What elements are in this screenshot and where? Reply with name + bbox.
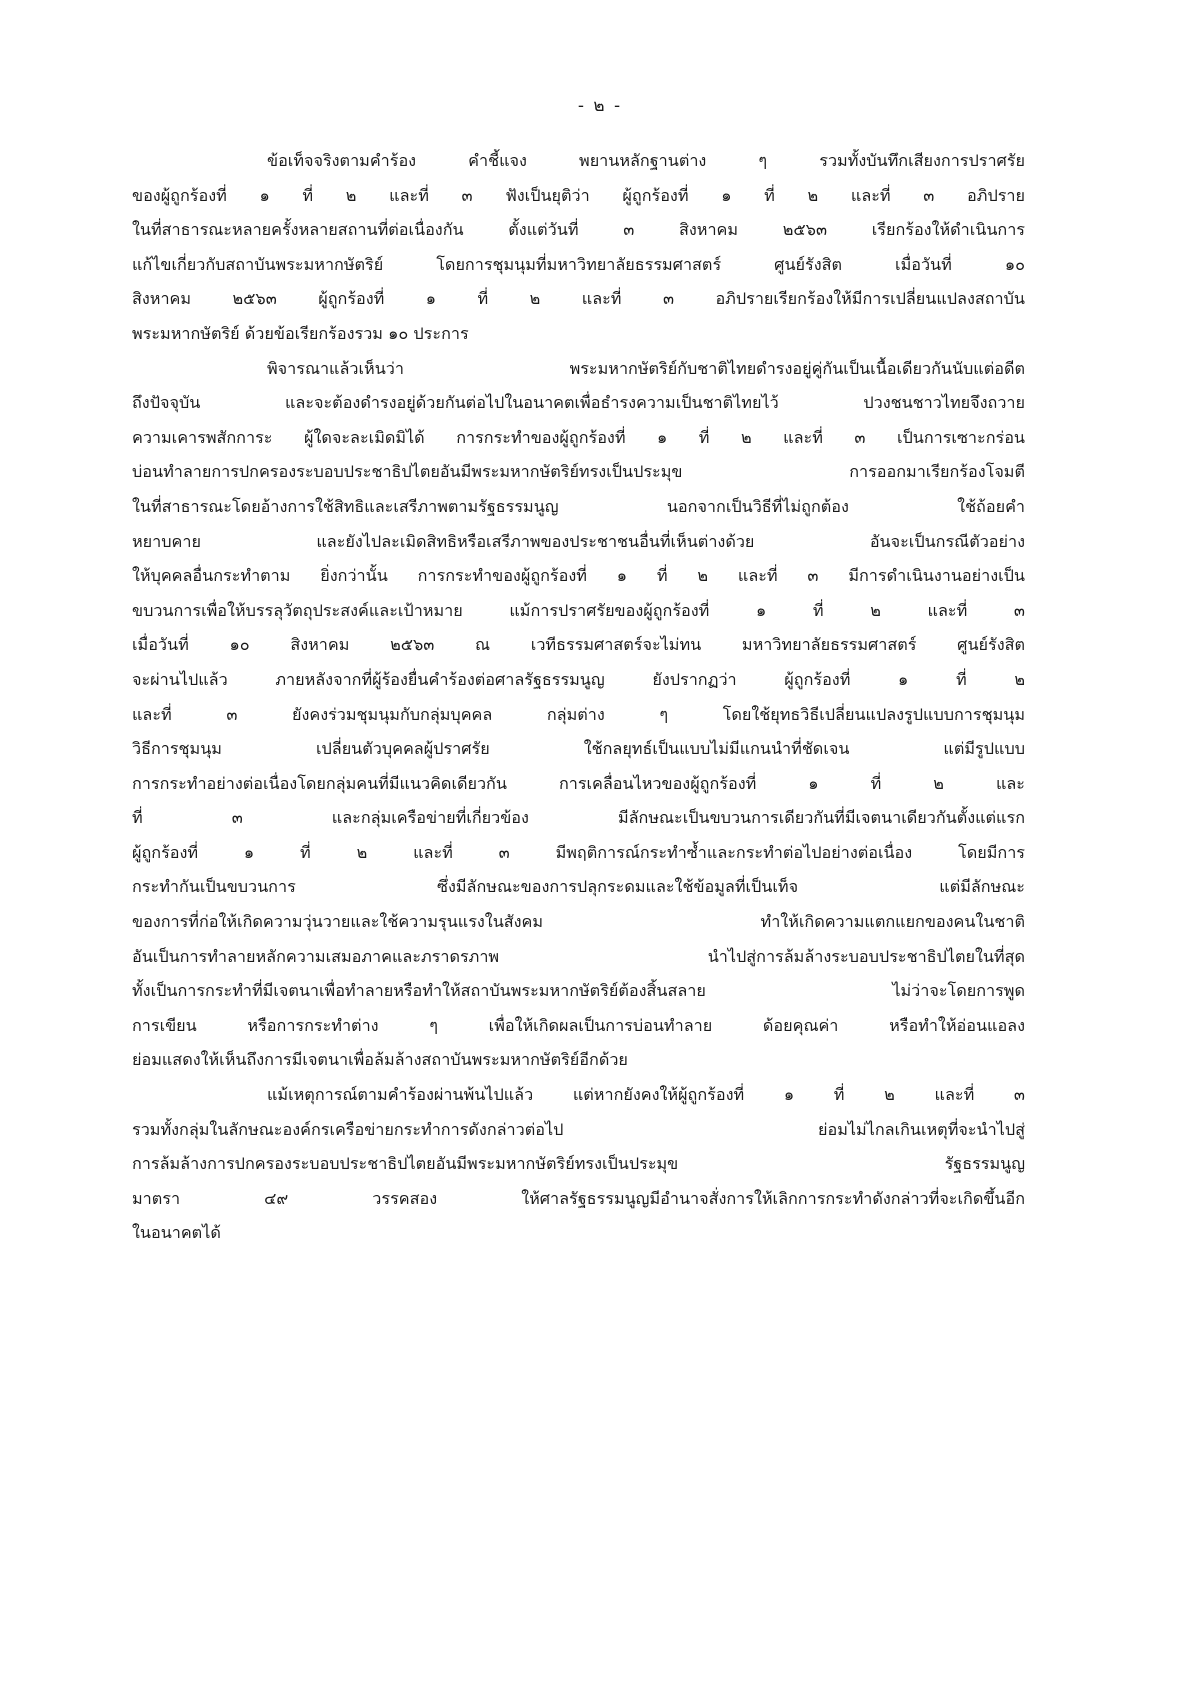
text-line: ในอนาคตได้ bbox=[132, 1223, 221, 1243]
text-line: อันเป็นการทำลายหลักความเสมอภาคและภราดรภาพ นำไปสู่การล้มล้างระบอบประชาธิปไตยในที่สุด bbox=[132, 946, 1025, 966]
text-line: ในที่สาธารณะหลายครั้งหลายสถานที่ต่อเนื่องกัน ตั้งแต่วันที่ ๓ สิงหาคม ๒๕๖๓ เรียกร้องให้ดำเนินการ bbox=[132, 220, 1025, 240]
text-line: ทั้งเป็นการกระทำที่มีเจตนาเพื่อทำลายหรือทำให้สถาบันพระมหากษัตริย์ต้องสิ้นสลาย ไม่ว่าจะโดยการพูด bbox=[132, 981, 1025, 1001]
document-body bbox=[132, 144, 1025, 1251]
text-line: ความเคารพสักการะ ผู้ใดจะละเมิดมิได้ การกระทำของผู้ถูกร้องที่ ๑ ที่ ๒ และที่ ๓ เป็นการเซาะกร่อน bbox=[132, 427, 1025, 447]
text-line: การเขียน หรือการกระทำต่าง ๆ เพื่อให้เกิดผลเป็นการบ่อนทำลาย ด้อยคุณค่า หรือทำให้อ่อนแอลง bbox=[132, 1015, 1025, 1035]
text-line: ข้อเท็จจริงตามคำร้อง คำชี้แจง พยานหลักฐานต่าง ๆ รวมทั้งบันทึกเสียงการปราศรัย bbox=[267, 151, 1025, 170]
text-line: การกระทำอย่างต่อเนื่องโดยกลุ่มคนที่มีแนวคิดเดียวกัน การเคลื่อนไหวของผู้ถูกร้องที่ ๑ ที่ ๒ และ bbox=[132, 773, 1025, 793]
text-line: ที่ ๓ และกลุ่มเครือข่ายที่เกี่ยวข้อง มีลักษณะเป็นขบวนการเดียวกันที่มีเจตนาเดียวกันตั้งแต่แรก bbox=[132, 808, 1025, 828]
text-line: ให้บุคคลอื่นกระทำตาม ยิ่งกว่านั้น การกระทำของผู้ถูกร้องที่ ๑ ที่ ๒ และที่ ๓ มีการดำเนินงานอย่างเป็น bbox=[132, 566, 1025, 586]
text-line: เมื่อวันที่ ๑๐ สิงหาคม ๒๕๖๓ ณ เวทีธรรมศาสตร์จะไม่ทน มหาวิทยาลัยธรรมศาสตร์ ศูนย์รังสิต bbox=[132, 635, 1025, 655]
text-line: กระทำกันเป็นขบวนการ ซึ่งมีลักษณะของการปลุกระดมและใช้ข้อมูลที่เป็นเท็จ แต่มีลักษณะ bbox=[132, 877, 1025, 897]
text-line: ผู้ถูกร้องที่ ๑ ที่ ๒ และที่ ๓ มีพฤติการณ์กระทำซ้ำและกระทำต่อไปอย่างต่อเนื่อง โดยมีการ bbox=[132, 842, 1025, 862]
text-line: บ่อนทำลายการปกครองระบอบประชาธิปไตยอันมีพระมหากษัตริย์ทรงเป็นประมุข การออกมาเรียกร้องโจมตี bbox=[132, 462, 1025, 482]
text-line: ถึงปัจจุบัน และจะต้องดำรงอยู่ด้วยกันต่อไปในอนาคตเพื่อธำรงความเป็นชาติไทยไว้ ปวงชนชาวไทยจึงถวาย bbox=[132, 393, 1025, 413]
page-number: - ๒ - bbox=[577, 96, 623, 116]
text-line: มาตรา ๔๙ วรรคสอง ให้ศาลรัฐธรรมนูญมีอำนาจสั่งการให้เลิกการกระทำดังกล่าวที่จะเกิดขึ้นอีก bbox=[132, 1188, 1025, 1208]
text-line: ของการที่ก่อให้เกิดความวุ่นวายและใช้ความรุนแรงในสังคม ทำให้เกิดความแตกแยกของคนในชาติ bbox=[132, 912, 1025, 932]
text-line: ในที่สาธารณะโดยอ้างการใช้สิทธิและเสรีภาพตามรัฐธรรมนูญ นอกจากเป็นวิธีที่ไม่ถูกต้อง ใช้ถ้อยคำ bbox=[132, 496, 1025, 516]
text-line: สิงหาคม ๒๕๖๓ ผู้ถูกร้องที่ ๑ ที่ ๒ และที่ ๓ อภิปรายเรียกร้องให้มีการเปลี่ยนแปลงสถาบัน bbox=[132, 289, 1025, 309]
text-line: แม้เหตุการณ์ตามคำร้องผ่านพ้นไปแล้ว แต่หากยังคงให้ผู้ถูกร้องที่ ๑ ที่ ๒ และที่ ๓ bbox=[267, 1085, 1025, 1105]
text-line: ขบวนการเพื่อให้บรรลุวัตถุประสงค์และเป้าหมาย แม้การปราศรัยของผู้ถูกร้องที่ ๑ ที่ ๒ และที่ ๓ bbox=[132, 600, 1025, 620]
text-line: รวมทั้งกลุ่มในลักษณะองค์กรเครือข่ายกระทำการดังกล่าวต่อไป ย่อมไม่ไกลเกินเหตุที่จะนำไปสู่ bbox=[132, 1119, 1025, 1139]
text-line: ย่อมแสดงให้เห็นถึงการมีเจตนาเพื่อล้มล้างสถาบันพระมหากษัตริย์อีกด้วย bbox=[132, 1050, 628, 1070]
text-line: หยาบคาย และยังไปละเมิดสิทธิหรือเสรีภาพของประชาชนอื่นที่เห็นต่างด้วย อันจะเป็นกรณีตัวอย่าง bbox=[132, 531, 1025, 551]
text-line: และที่ ๓ ยังคงร่วมชุมนุมกับกลุ่มบุคคล กลุ่มต่าง ๆ โดยใช้ยุทธวิธีเปลี่ยนแปลงรูปแบบการชุมนุม bbox=[132, 704, 1025, 724]
text-line: ของผู้ถูกร้องที่ ๑ ที่ ๒ และที่ ๓ ฟังเป็นยุติว่า ผู้ถูกร้องที่ ๑ ที่ ๒ และที่ ๓ อภิปราย bbox=[132, 185, 1025, 205]
text-line: การล้มล้างการปกครองระบอบประชาธิปไตยอันมีพระมหากษัตริย์ทรงเป็นประมุข รัฐธรรมนูญ bbox=[132, 1154, 1025, 1174]
text-line: วิธีการชุมนุม เปลี่ยนตัวบุคคลผู้ปราศรัย ใช้กลยุทธ์เป็นแบบไม่มีแกนนำที่ชัดเจน แต่มีรูปแบบ bbox=[132, 739, 1025, 759]
paragraph-ruling bbox=[132, 1078, 1025, 1251]
text-line: จะผ่านไปแล้ว ภายหลังจากที่ผู้ร้องยื่นคำร้องต่อศาลรัฐธรรมนูญ ยังปรากฏว่า ผู้ถูกร้องที่ ๑ ที่ ๒ bbox=[132, 669, 1025, 689]
text-line: พิจารณาแล้วเห็นว่า พระมหากษัตริย์กับชาติไทยดำรงอยู่คู่กันเป็นเนื้อเดียวกันนับแต่อดีต bbox=[267, 358, 1025, 378]
paragraph-consideration bbox=[132, 352, 1025, 1078]
text-line: พระมหากษัตริย์ ด้วยข้อเรียกร้องรวม ๑๐ ประการ bbox=[132, 323, 469, 343]
text-line: แก้ไขเกี่ยวกับสถาบันพระมหากษัตริย์ โดยการชุมนุมที่มหาวิทยาลัยธรรมศาสตร์ ศูนย์รังสิต เมื่อวันที่ ๑๐ bbox=[132, 254, 1025, 274]
paragraph-facts bbox=[132, 144, 1025, 352]
